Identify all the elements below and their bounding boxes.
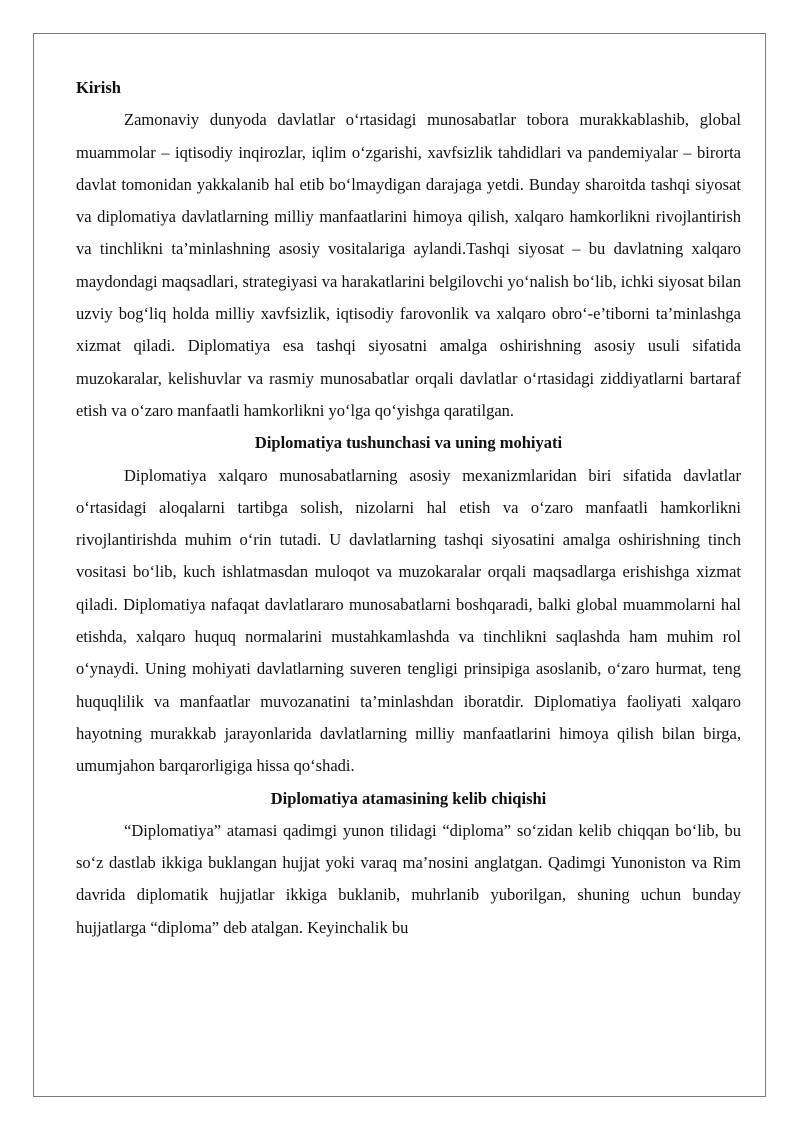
document-body: [76, 72, 741, 944]
section-heading-concept: Diplomatiya tushunchasi va uning mohiyati: [254, 433, 563, 453]
paragraph-origin: “Diplomatiya” atamasi qadimgi yunon tilidagi “diploma” so‘zidan kelib chiqqan bo‘lib, bu so‘z dastlab ikkiga buklangan hujjat yoki varaq ma’nosini anglatgan. Qadimgi Yunoniston va Rim davrida diplomatik hujjatlar ikkiga buklanib, muhrlanib yuborilgan, shuning uchun bunday hujjatlarga “diploma” deb atalgan. Keyinchalik bu: [76, 820, 741, 937]
section-heading-kirish: Kirish: [76, 78, 121, 97]
paragraph-concept: Diplomatiya xalqaro munosabatlarning asosiy mexanizmlaridan biri sifatida davlatlar o‘rtasidagi aloqalarni tartibga solish, nizolarni hal etish va o‘zaro manfaatli hamkorlikni rivojlantirishda muhim o‘rin tutadi. U davlatlarning tashqi siyosatini amalga oshirishning tinch vositasi bo‘lib, kuch ishlatmasdan muloqot va muzokaralar orqali maqsadlarga erishishga xizmat qiladi. Diplomatiya nafaqat davlatlararo munosabatlarni boshqaradi, balki global muammolarni hal etishda, xalqaro huquq normalarini mustahkamlashda va tinchlikni saqlashda ham muhim rol o‘ynaydi. Uning mohiyati davlatlarning suveren tengligi prinsipiga asoslanib, o‘zaro hurmat, teng huquqlilik va manfaatlar muvozanatini ta’minlashdan iboratdir. Diplomatiya faoliyati xalqaro hayotning murakkab jarayonlarida davlatlarning milliy manfaatlarini himoya qilish bilan birga, umumjahon barqarorligiga hissa qo‘shadi.: [76, 465, 741, 776]
paragraph-introduction: Zamonaviy dunyoda davlatlar o‘rtasidagi munosabatlar tobora murakkablashib, global muammolar – iqtisodiy inqirozlar, iqlim o‘zgarishi, xavfsizlik tahdidlari va pandemiyalar – birorta davlat tomonidan yakkalanib hal etib bo‘lmaydigan darajaga yetdi. Bunday sharoitda tashqi siyosat va diplomatiya davlatlarning milliy manfaatlarini himoya qilish, xalqaro hamkorlikni rivojlantirish va tinchlikni ta’minlashning asosiy vositalariga aylandi.Tashqi siyosat – bu davlatning xalqaro maydondagi maqsadlari, strategiyasi va harakatlarini belgilovchi yo‘nalish bo‘lib, ichki siyosat bilan uzviy bog‘liq holda milliy xavfsizlik, iqtisodiy farovonlik va xalqaro obro‘-e’tiborni ta’minlashga xizmat qiladi. Diplomatiya esa tashqi siyosatni amalga oshirishning asosiy usuli sifatida muzokaralar, kelishuvlar va rasmiy munosabatlar orqali davlatlar o‘rtasidagi ziddiyatlarni bartaraf etish va o‘zaro manfaatli hamkorlikni yo‘lga qo‘yishga qaratilgan.: [76, 110, 741, 420]
section-heading-origin: Diplomatiya atamasining kelib chiqishi: [270, 788, 547, 808]
